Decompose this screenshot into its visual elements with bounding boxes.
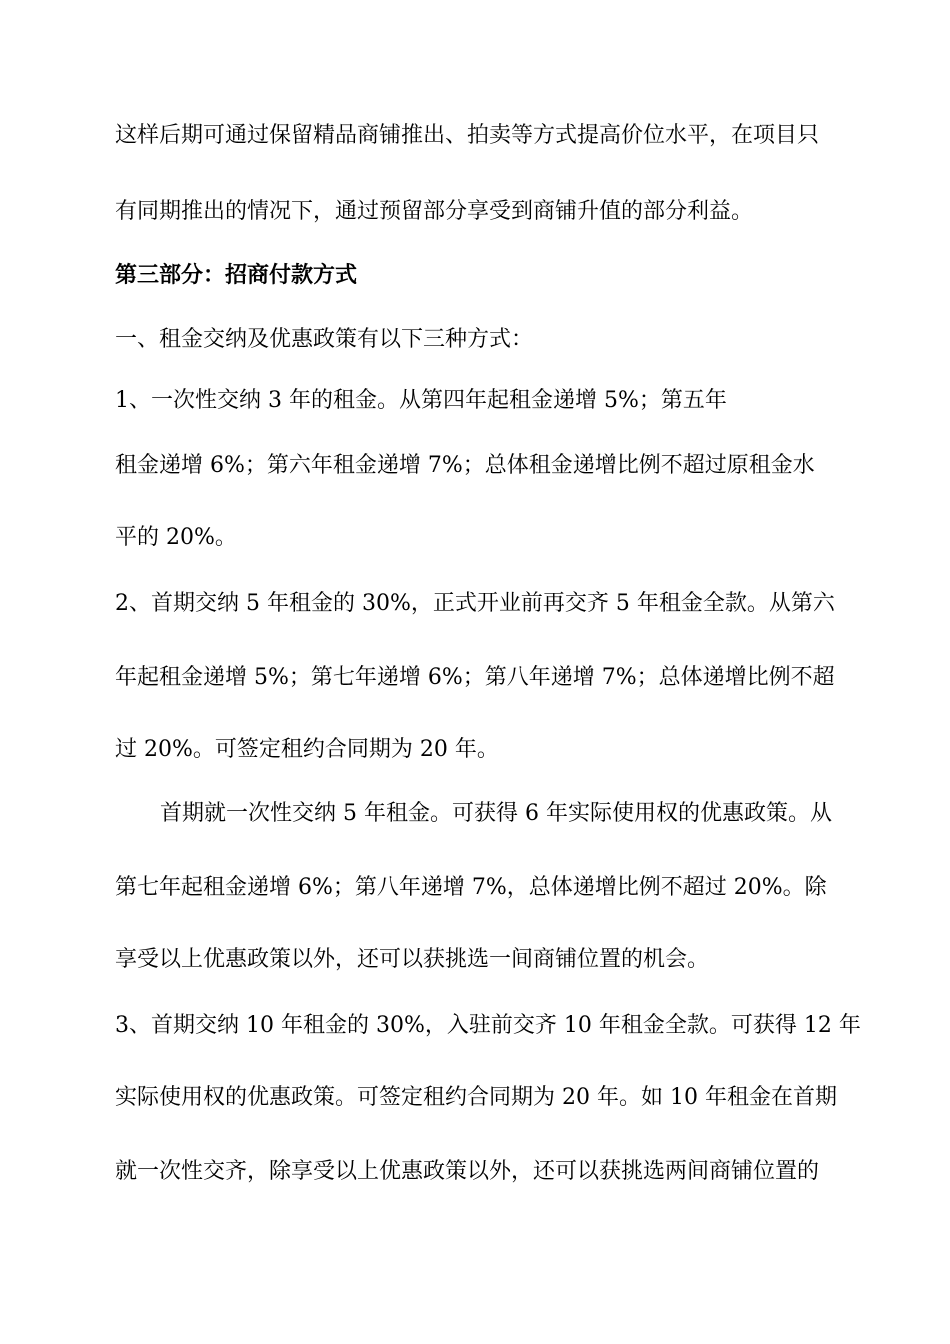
paragraph-line: 平的 20%。: [115, 525, 237, 550]
paragraph-line: 年起租金递增 5%；第七年递增 6%；第八年递增 7%；总体递增比例不超: [115, 665, 835, 690]
paragraph-line: 过 20%。可签定租约合同期为 20 年。: [115, 737, 499, 762]
paragraph-line: 首期就一次性交纳 5 年租金。可获得 6 年实际使用权的优惠政策。从: [160, 801, 832, 826]
paragraph-line: 就一次性交齐，除享受以上优惠政策以外，还可以获挑选两间商铺位置的: [115, 1159, 820, 1184]
paragraph-line: 有同期推出的情况下，通过预留部分享受到商铺升值的部分利益。: [115, 199, 754, 224]
section-heading: 第三部分：招商付款方式: [115, 263, 358, 288]
paragraph-line: 3、首期交纳 10 年租金的 30%，入驻前交齐 10 年租金全款。可获得 12 年: [115, 1013, 861, 1038]
paragraph-line: 实际使用权的优惠政策。可签定租约合同期为 20 年。如 10 年租金在首期: [115, 1085, 837, 1110]
paragraph-line: 享受以上优惠政策以外，还可以获挑选一间商铺位置的机会。: [115, 947, 710, 972]
paragraph-line: 这样后期可通过保留精品商铺推出、拍卖等方式提高价位水平，在项目只: [115, 123, 820, 148]
subsection-heading: 一、租金交纳及优惠政策有以下三种方式：: [115, 327, 534, 352]
paragraph-line: 1、一次性交纳 3 年的租金。从第四年起租金递增 5%；第五年: [115, 388, 727, 413]
paragraph-line: 2、首期交纳 5 年租金的 30%，正式开业前再交齐 5 年租金全款。从第六: [115, 591, 835, 616]
paragraph-line: 第七年起租金递增 6%；第八年递增 7%，总体递增比例不超过 20%。除: [115, 875, 827, 900]
paragraph-line: 租金递增 6%；第六年租金递增 7%；总体租金递增比例不超过原租金水: [115, 453, 815, 478]
